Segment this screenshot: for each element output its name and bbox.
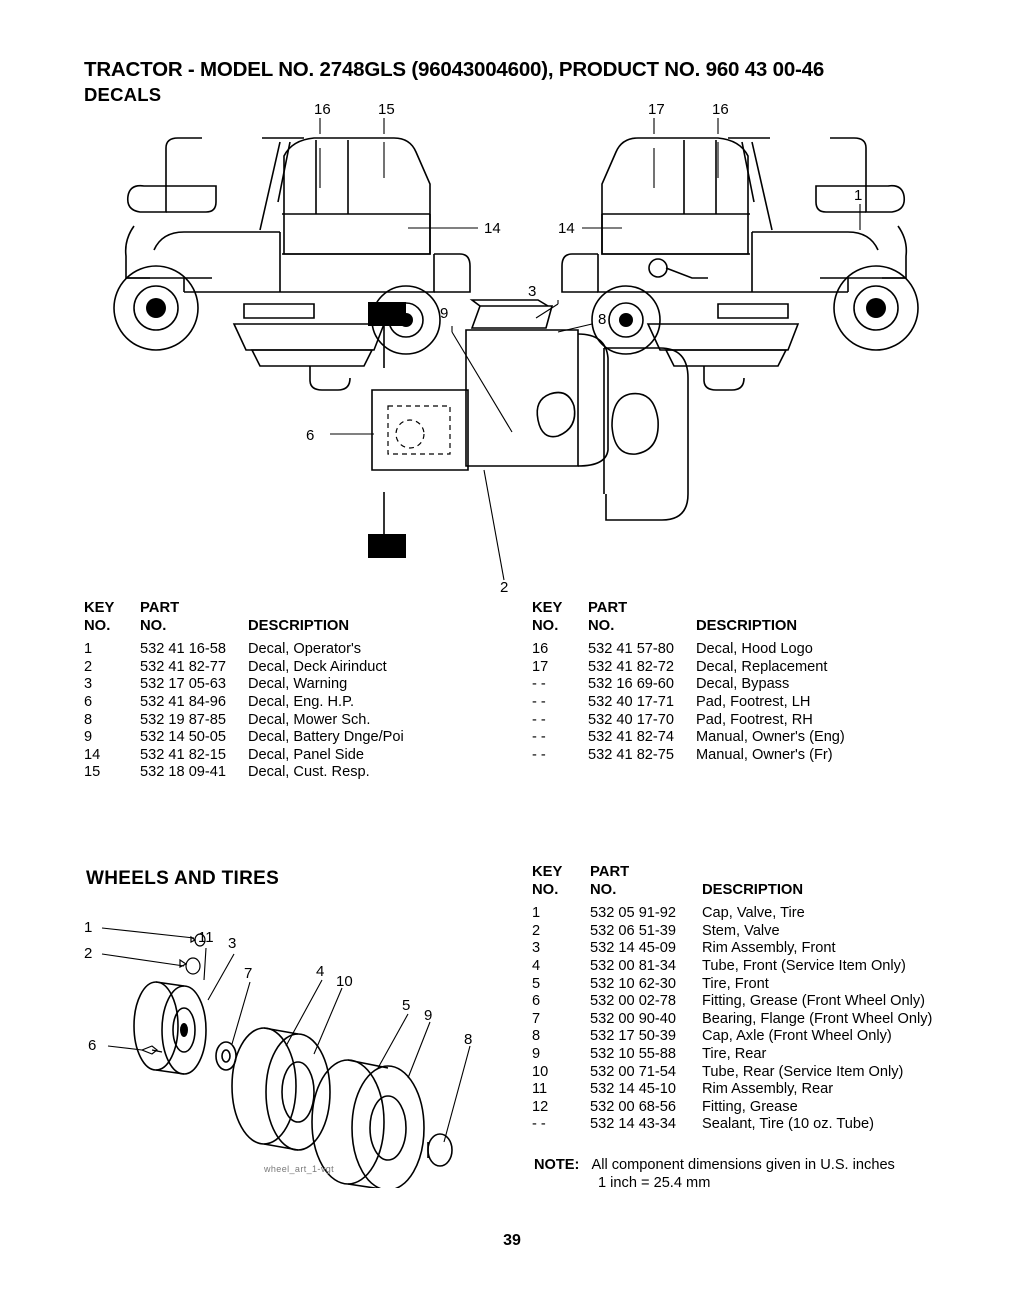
table-row <box>84 641 504 659</box>
cell-part: 532 00 68-56 <box>590 1098 677 1115</box>
callout-16-left: 16 <box>314 101 331 118</box>
header-part-no-line1: PART <box>590 864 630 880</box>
cell-key: 6 <box>532 993 541 1010</box>
cell-key: 7 <box>532 1010 541 1027</box>
header-key-no-line2: NO. <box>532 617 559 634</box>
tractor-right-side-view <box>558 101 918 390</box>
cell-desc: Pad, Footrest, LH <box>696 693 811 710</box>
cell-key: 17 <box>532 658 549 675</box>
cell-part: 532 41 57-80 <box>588 641 675 658</box>
header-description: DESCRIPTION <box>702 881 804 898</box>
table-row <box>84 659 504 677</box>
header-part-no-line2: NO. <box>590 881 617 898</box>
cell-key: 1 <box>84 641 93 658</box>
section-title-decals: DECALS <box>84 84 162 105</box>
callout-9-wheels: 9 <box>424 1007 433 1024</box>
header-part-no-line2: NO. <box>588 617 615 634</box>
cell-key: - - <box>532 676 546 693</box>
cell-desc: Manual, Owner's (Fr) <box>696 746 833 763</box>
cell-desc: Decal, Bypass <box>696 676 790 693</box>
table-row <box>532 729 972 747</box>
cell-key: 3 <box>532 940 541 957</box>
cell-part: 532 19 87-85 <box>140 711 227 728</box>
cell-key: 6 <box>84 693 93 710</box>
cell-desc: Sealant, Tire (10 oz. Tube) <box>702 1116 874 1133</box>
cell-part: 532 10 55-88 <box>590 1045 677 1062</box>
cell-desc: Decal, Mower Sch. <box>248 711 371 728</box>
cell-part: 532 41 84-96 <box>140 693 227 710</box>
callout-6-top: 6 <box>306 427 315 444</box>
cell-desc: Stem, Valve <box>702 922 780 939</box>
callout-9-top: 9 <box>440 305 449 322</box>
table-row <box>532 976 1002 994</box>
cell-desc: Decal, Warning <box>248 676 348 693</box>
table-header-row <box>84 600 504 618</box>
cell-desc: Decal, Panel Side <box>248 746 365 763</box>
table-row <box>532 694 972 712</box>
table-row <box>532 659 972 677</box>
decals-illustration <box>84 96 964 596</box>
section-title-wheels-and-tires: WHEELS AND TIRES <box>86 868 280 889</box>
cell-part: 532 06 51-39 <box>590 922 677 939</box>
cell-key: 14 <box>84 746 101 763</box>
table-row <box>84 712 504 730</box>
cell-desc: Manual, Owner's (Eng) <box>696 729 845 746</box>
table-row <box>532 940 1002 958</box>
cell-desc: Decal, Deck Airinduct <box>248 658 387 675</box>
cell-part: 532 18 09-41 <box>140 764 227 781</box>
cell-desc: Tube, Front (Service Item Only) <box>702 957 906 974</box>
cell-desc: Cap, Axle (Front Wheel Only) <box>702 1028 892 1045</box>
cell-part: 532 41 82-75 <box>588 746 675 763</box>
cell-part: 532 41 82-74 <box>588 729 675 746</box>
cell-part: 532 14 45-10 <box>590 1081 677 1098</box>
callout-16-right: 16 <box>712 101 729 118</box>
cell-part: 532 10 62-30 <box>590 975 677 992</box>
cell-desc: Tire, Rear <box>702 1045 767 1062</box>
cell-key: 12 <box>532 1098 549 1115</box>
cell-key: 1 <box>532 905 541 922</box>
table-header-row <box>532 600 972 618</box>
table-row <box>84 747 504 765</box>
cell-part: 532 14 43-34 <box>590 1116 677 1133</box>
decals-table-right <box>532 600 972 764</box>
table-row <box>532 1011 1002 1029</box>
cell-key: 4 <box>532 957 541 974</box>
header-part-no-line2: NO. <box>140 617 167 634</box>
table-row <box>532 676 972 694</box>
cell-part: 532 14 45-09 <box>590 940 677 957</box>
cell-key: - - <box>532 711 546 728</box>
callout-3-top: 3 <box>528 283 537 300</box>
callout-8-wheels: 8 <box>464 1031 473 1048</box>
table-header-row <box>532 864 1002 882</box>
cell-part: 532 14 50-05 <box>140 729 227 746</box>
cell-desc: Decal, Replacement <box>696 658 828 675</box>
cell-desc: Tire, Front <box>702 975 769 992</box>
cell-desc: Rim Assembly, Front <box>702 940 836 957</box>
cell-key: 5 <box>532 975 541 992</box>
callout-4-wheels: 4 <box>316 963 325 980</box>
cell-desc: Decal, Operator's <box>248 641 362 658</box>
cell-part: 532 41 82-72 <box>588 658 675 675</box>
cell-part: 532 40 17-70 <box>588 711 675 728</box>
header-part-no-line1: PART <box>140 600 180 616</box>
header-description: DESCRIPTION <box>248 617 350 634</box>
cell-part: 532 00 90-40 <box>590 1010 677 1027</box>
cell-part: 532 17 05-63 <box>140 676 227 693</box>
wheels-and-tires-illustration <box>78 898 518 1188</box>
cell-part: 532 00 81-34 <box>590 957 677 974</box>
cell-part: 532 40 17-71 <box>588 693 675 710</box>
table-row <box>532 747 972 765</box>
callout-6-wheels: 6 <box>88 1037 97 1054</box>
callout-7-wheels: 7 <box>244 965 253 982</box>
cell-desc: Fitting, Grease (Front Wheel Only) <box>702 993 926 1010</box>
callout-17-right: 17 <box>648 101 665 118</box>
table-row <box>532 641 972 659</box>
table-row <box>84 694 504 712</box>
cell-part: 532 00 02-78 <box>590 993 677 1010</box>
callout-8-top: 8 <box>598 311 607 328</box>
callout-5-wheels: 5 <box>402 997 411 1014</box>
table-row <box>532 958 1002 976</box>
cell-part: 532 41 16-58 <box>140 641 227 658</box>
note-line2: 1 inch = 25.4 mm <box>598 1174 711 1191</box>
table-header-row-2 <box>84 618 504 636</box>
header-description: DESCRIPTION <box>696 617 798 634</box>
wheels-and-tires-table <box>532 864 1002 1134</box>
table-row <box>84 676 504 694</box>
cell-key: 8 <box>532 1028 541 1045</box>
callout-15-left: 15 <box>378 101 395 118</box>
header-key-no-line2: NO. <box>532 881 559 898</box>
table-row <box>532 1116 1002 1134</box>
cell-key: 3 <box>84 676 93 693</box>
table-row <box>532 1099 1002 1117</box>
cell-desc: Pad, Footrest, RH <box>696 711 813 728</box>
callout-10-wheels: 10 <box>336 973 353 990</box>
cell-key: 10 <box>532 1063 549 1080</box>
note-line1: All component dimensions given in U.S. inches <box>591 1157 895 1173</box>
tractor-left-side-view <box>114 101 501 390</box>
cell-desc: Bearing, Flange (Front Wheel Only) <box>702 1010 933 1027</box>
decals-table-left <box>84 600 504 782</box>
cell-part: 532 16 69-60 <box>588 676 675 693</box>
table-row <box>532 905 1002 923</box>
table-header-row-2 <box>532 882 1002 900</box>
table-row <box>532 1046 1002 1064</box>
callout-2-wheels: 2 <box>84 945 93 962</box>
cell-key: - - <box>532 729 546 746</box>
cell-desc: Decal, Eng. H.P. <box>248 693 354 710</box>
cell-desc: Fitting, Grease <box>702 1098 798 1115</box>
cell-desc: Cap, Valve, Tire <box>702 905 805 922</box>
table-row <box>532 923 1002 941</box>
page-title: TRACTOR - MODEL NO. 2748GLS (96043004600), PRODUCT NO. 960 43 00-46 <box>84 58 825 81</box>
cell-part: 532 00 71-54 <box>590 1063 677 1080</box>
page-number: 39 <box>503 1232 521 1249</box>
table-row <box>84 764 504 782</box>
callout-11-wheels: 11 <box>198 929 214 946</box>
cell-key: 16 <box>532 641 549 658</box>
header-key-no-line2: NO. <box>84 617 111 634</box>
cell-desc: Rim Assembly, Rear <box>702 1081 834 1098</box>
cell-key: 2 <box>84 658 93 675</box>
cell-part: 532 41 82-15 <box>140 746 227 763</box>
table-row <box>532 712 972 730</box>
callout-1-right: 1 <box>854 187 863 204</box>
cell-key: - - <box>532 746 546 763</box>
note-block <box>534 1157 994 1192</box>
cell-desc: Tube, Rear (Service Item Only) <box>702 1063 904 1080</box>
table-row <box>532 1064 1002 1082</box>
cell-part: 532 17 50-39 <box>590 1028 677 1045</box>
tractor-top-view <box>306 283 688 596</box>
table-header-row-2 <box>532 618 972 636</box>
cell-key: - - <box>532 693 546 710</box>
callout-14-left: 14 <box>484 220 501 237</box>
cell-key: 15 <box>84 764 101 781</box>
cell-part: 532 05 91-92 <box>590 905 677 922</box>
callout-14-right: 14 <box>558 220 575 237</box>
table-row <box>532 1081 1002 1099</box>
table-row <box>84 729 504 747</box>
callout-1-wheels: 1 <box>84 919 93 936</box>
wheel-art-caption: wheel_art_1-vgt <box>264 1164 335 1174</box>
cell-part: 532 41 82-77 <box>140 658 227 675</box>
cell-key: 11 <box>532 1081 548 1098</box>
header-key-no-line1: KEY <box>532 600 563 616</box>
cell-key: 2 <box>532 922 541 939</box>
cell-key: 8 <box>84 711 93 728</box>
cell-key: - - <box>532 1116 546 1133</box>
header-key-no-line1: KEY <box>532 864 563 880</box>
table-row <box>532 993 1002 1011</box>
cell-desc: Decal, Cust. Resp. <box>248 764 370 781</box>
note-label: NOTE: <box>534 1157 580 1173</box>
cell-key: 9 <box>84 729 93 746</box>
callout-3-wheels: 3 <box>228 935 237 952</box>
cell-desc: Decal, Hood Logo <box>696 641 813 658</box>
header-key-no-line1: KEY <box>84 600 115 616</box>
table-row <box>532 1028 1002 1046</box>
header-part-no-line1: PART <box>588 600 628 616</box>
cell-key: 9 <box>532 1045 541 1062</box>
cell-desc: Decal, Battery Dnge/Poi <box>248 729 404 746</box>
callout-2-top: 2 <box>500 579 509 596</box>
